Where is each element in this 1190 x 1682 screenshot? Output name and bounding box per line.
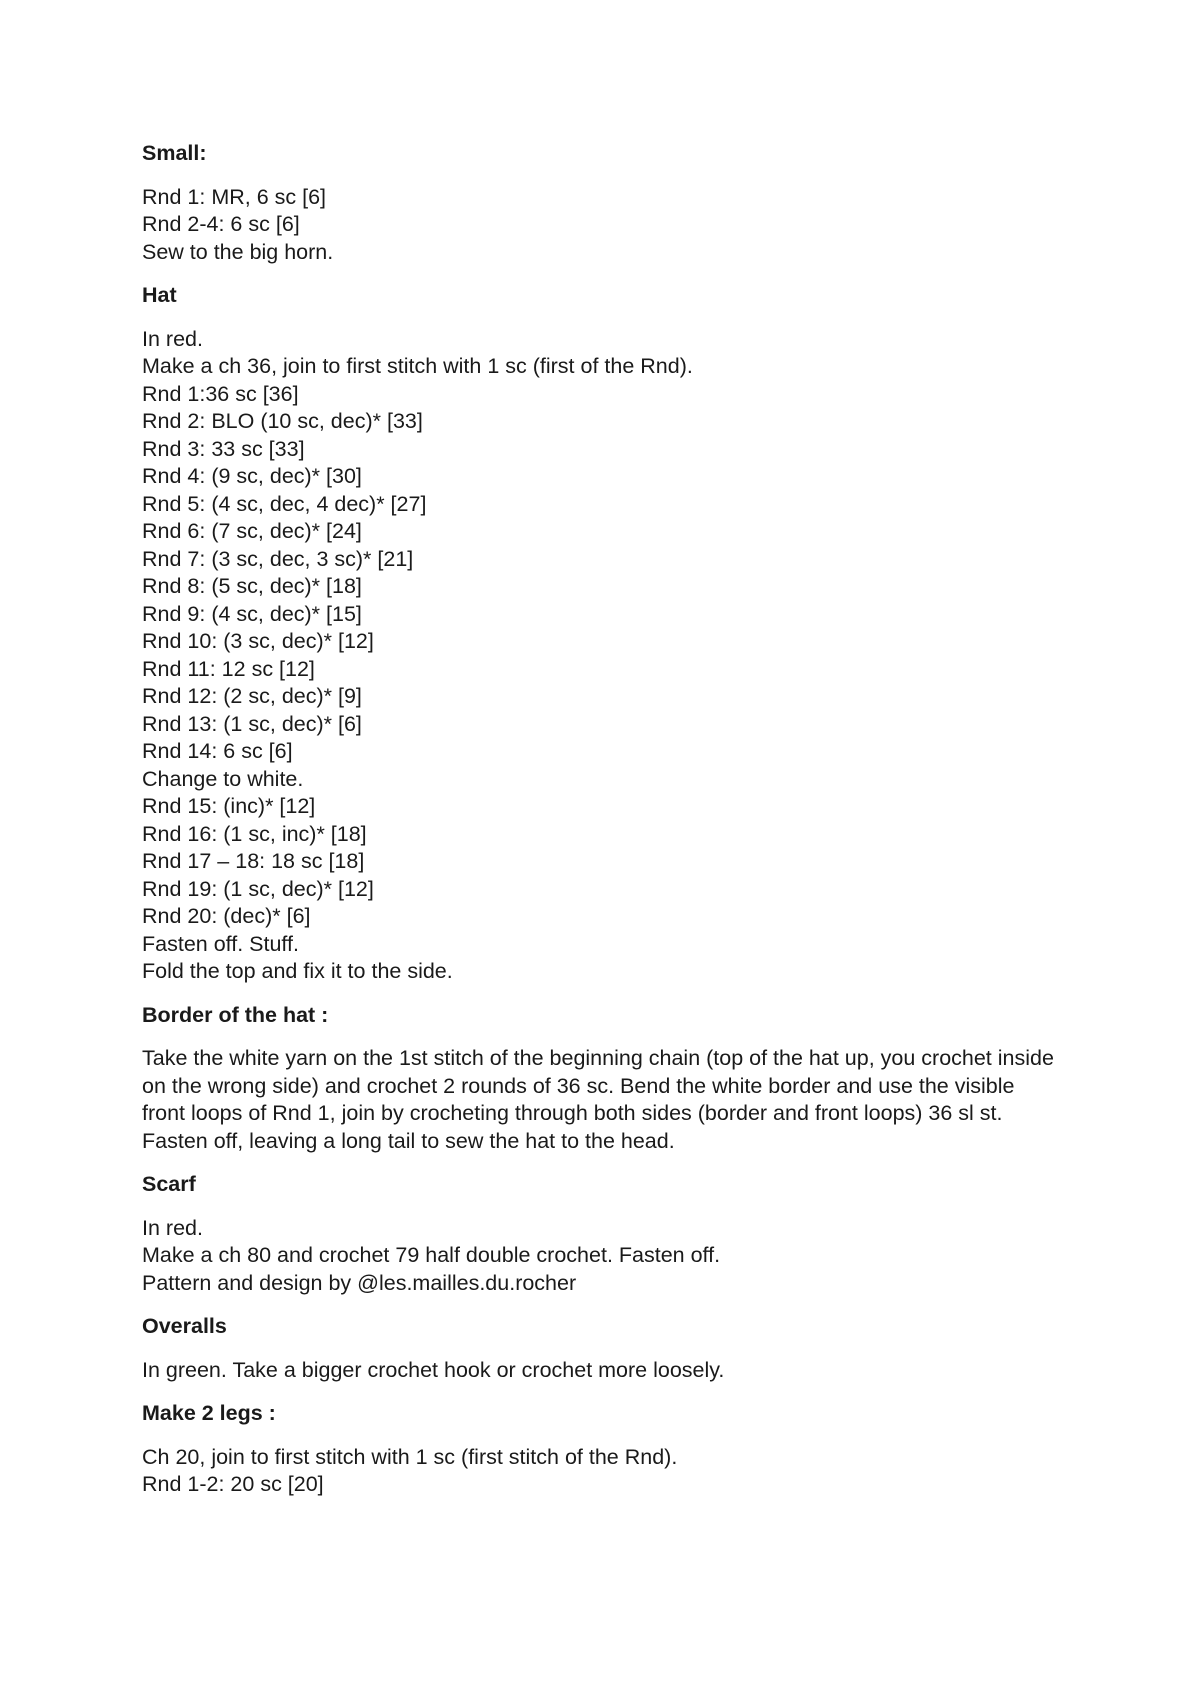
instruction-line: Rnd 8: (5 sc, dec)* [18] (142, 574, 362, 598)
border-heading: Border of the hat : (142, 1002, 329, 1027)
instruction-line: Rnd 17 – 18: 18 sc [18] (142, 849, 365, 873)
instruction-line: In red. (142, 326, 203, 351)
instruction-line: Rnd 7: (3 sc, dec, 3 sc)* [21] (142, 546, 414, 571)
instruction-line: Fasten off. Stuff. (142, 931, 299, 956)
legs-instructions (142, 1444, 1062, 1499)
instruction-line: Rnd 12: (2 sc, dec)* [9] (142, 684, 362, 708)
instruction-line: Make a ch 36, join to first stitch with 1 sc (first of the Rnd). (142, 354, 693, 378)
instruction-line: Sew to the big horn. (142, 239, 334, 264)
instruction-line: Rnd 11: 12 sc [12] (142, 656, 315, 681)
instruction-line: Fasten off, leaving a long tail to sew the hat to the head. (142, 1128, 675, 1153)
instruction-line: Rnd 5: (4 sc, dec, 4 dec)* [27] (142, 491, 427, 516)
instruction-line: Rnd 1: MR, 6 sc [6] (142, 184, 327, 209)
instruction-line: Rnd 4: (9 sc, dec)* [30] (142, 464, 362, 488)
overalls-heading: Overalls (142, 1314, 227, 1338)
instruction-line: Rnd 14: 6 sc [6] (142, 739, 293, 763)
instruction-line: Rnd 1:36 sc [36] (142, 381, 299, 406)
scarf-heading: Scarf (142, 1172, 196, 1196)
instruction-paragraph: Take the white yarn on the 1st stitch of the beginning chain (top of the hat up, you crochet inside on the wrong side) and crochet 2 rounds of 36 sc. Bend the white border and use the visible front loops of Rnd 1, join by crocheting through both sides (border and front loops) 36 sl st. (142, 1046, 1054, 1125)
instruction-line: Fold the top and fix it to the side. (142, 959, 453, 983)
instruction-line: Rnd 15: (inc)* [12] (142, 794, 316, 818)
instruction-line: Rnd 16: (1 sc, inc)* [18] (142, 821, 367, 846)
instruction-line: Rnd 9: (4 sc, dec)* [15] (142, 601, 362, 626)
instruction-line: Rnd 20: (dec)* [6] (142, 904, 311, 928)
credit-line: Pattern and design by @les.mailles.du.rocher (142, 1270, 577, 1295)
instruction-line: Rnd 2: BLO (10 sc, dec)* [33] (142, 409, 423, 433)
small-instructions (142, 184, 1062, 267)
instruction-line: Rnd 13: (1 sc, dec)* [6] (142, 711, 362, 736)
instruction-line: Make a ch 80 and crochet 79 half double crochet. Fasten off. (142, 1243, 721, 1267)
instruction-line: Rnd 3: 33 sc [33] (142, 436, 305, 461)
instruction-line: Rnd 10: (3 sc, dec)* [12] (142, 629, 374, 653)
scarf-instructions (142, 1215, 1062, 1298)
instruction-line: Rnd 2-4: 6 sc [6] (142, 212, 300, 236)
instruction-line: Rnd 1-2: 20 sc [20] (142, 1472, 324, 1496)
instruction-line: Change to white. (142, 766, 304, 791)
legs-heading: Make 2 legs : (142, 1401, 276, 1425)
instruction-line: Ch 20, join to first stitch with 1 sc (first stitch of the Rnd). (142, 1444, 678, 1469)
instruction-line: In green. Take a bigger crochet hook or crochet more loosely. (142, 1357, 725, 1382)
small-heading: Small: (142, 141, 207, 165)
instruction-line: Rnd 6: (7 sc, dec)* [24] (142, 519, 362, 543)
border-instructions (142, 1045, 1062, 1155)
instruction-line: In red. (142, 1215, 203, 1240)
instruction-line: Rnd 19: (1 sc, dec)* [12] (142, 876, 374, 901)
hat-instructions (142, 326, 1062, 986)
overalls-instructions (142, 1357, 1062, 1385)
document-page (142, 140, 1062, 1515)
hat-heading: Hat (142, 283, 177, 307)
